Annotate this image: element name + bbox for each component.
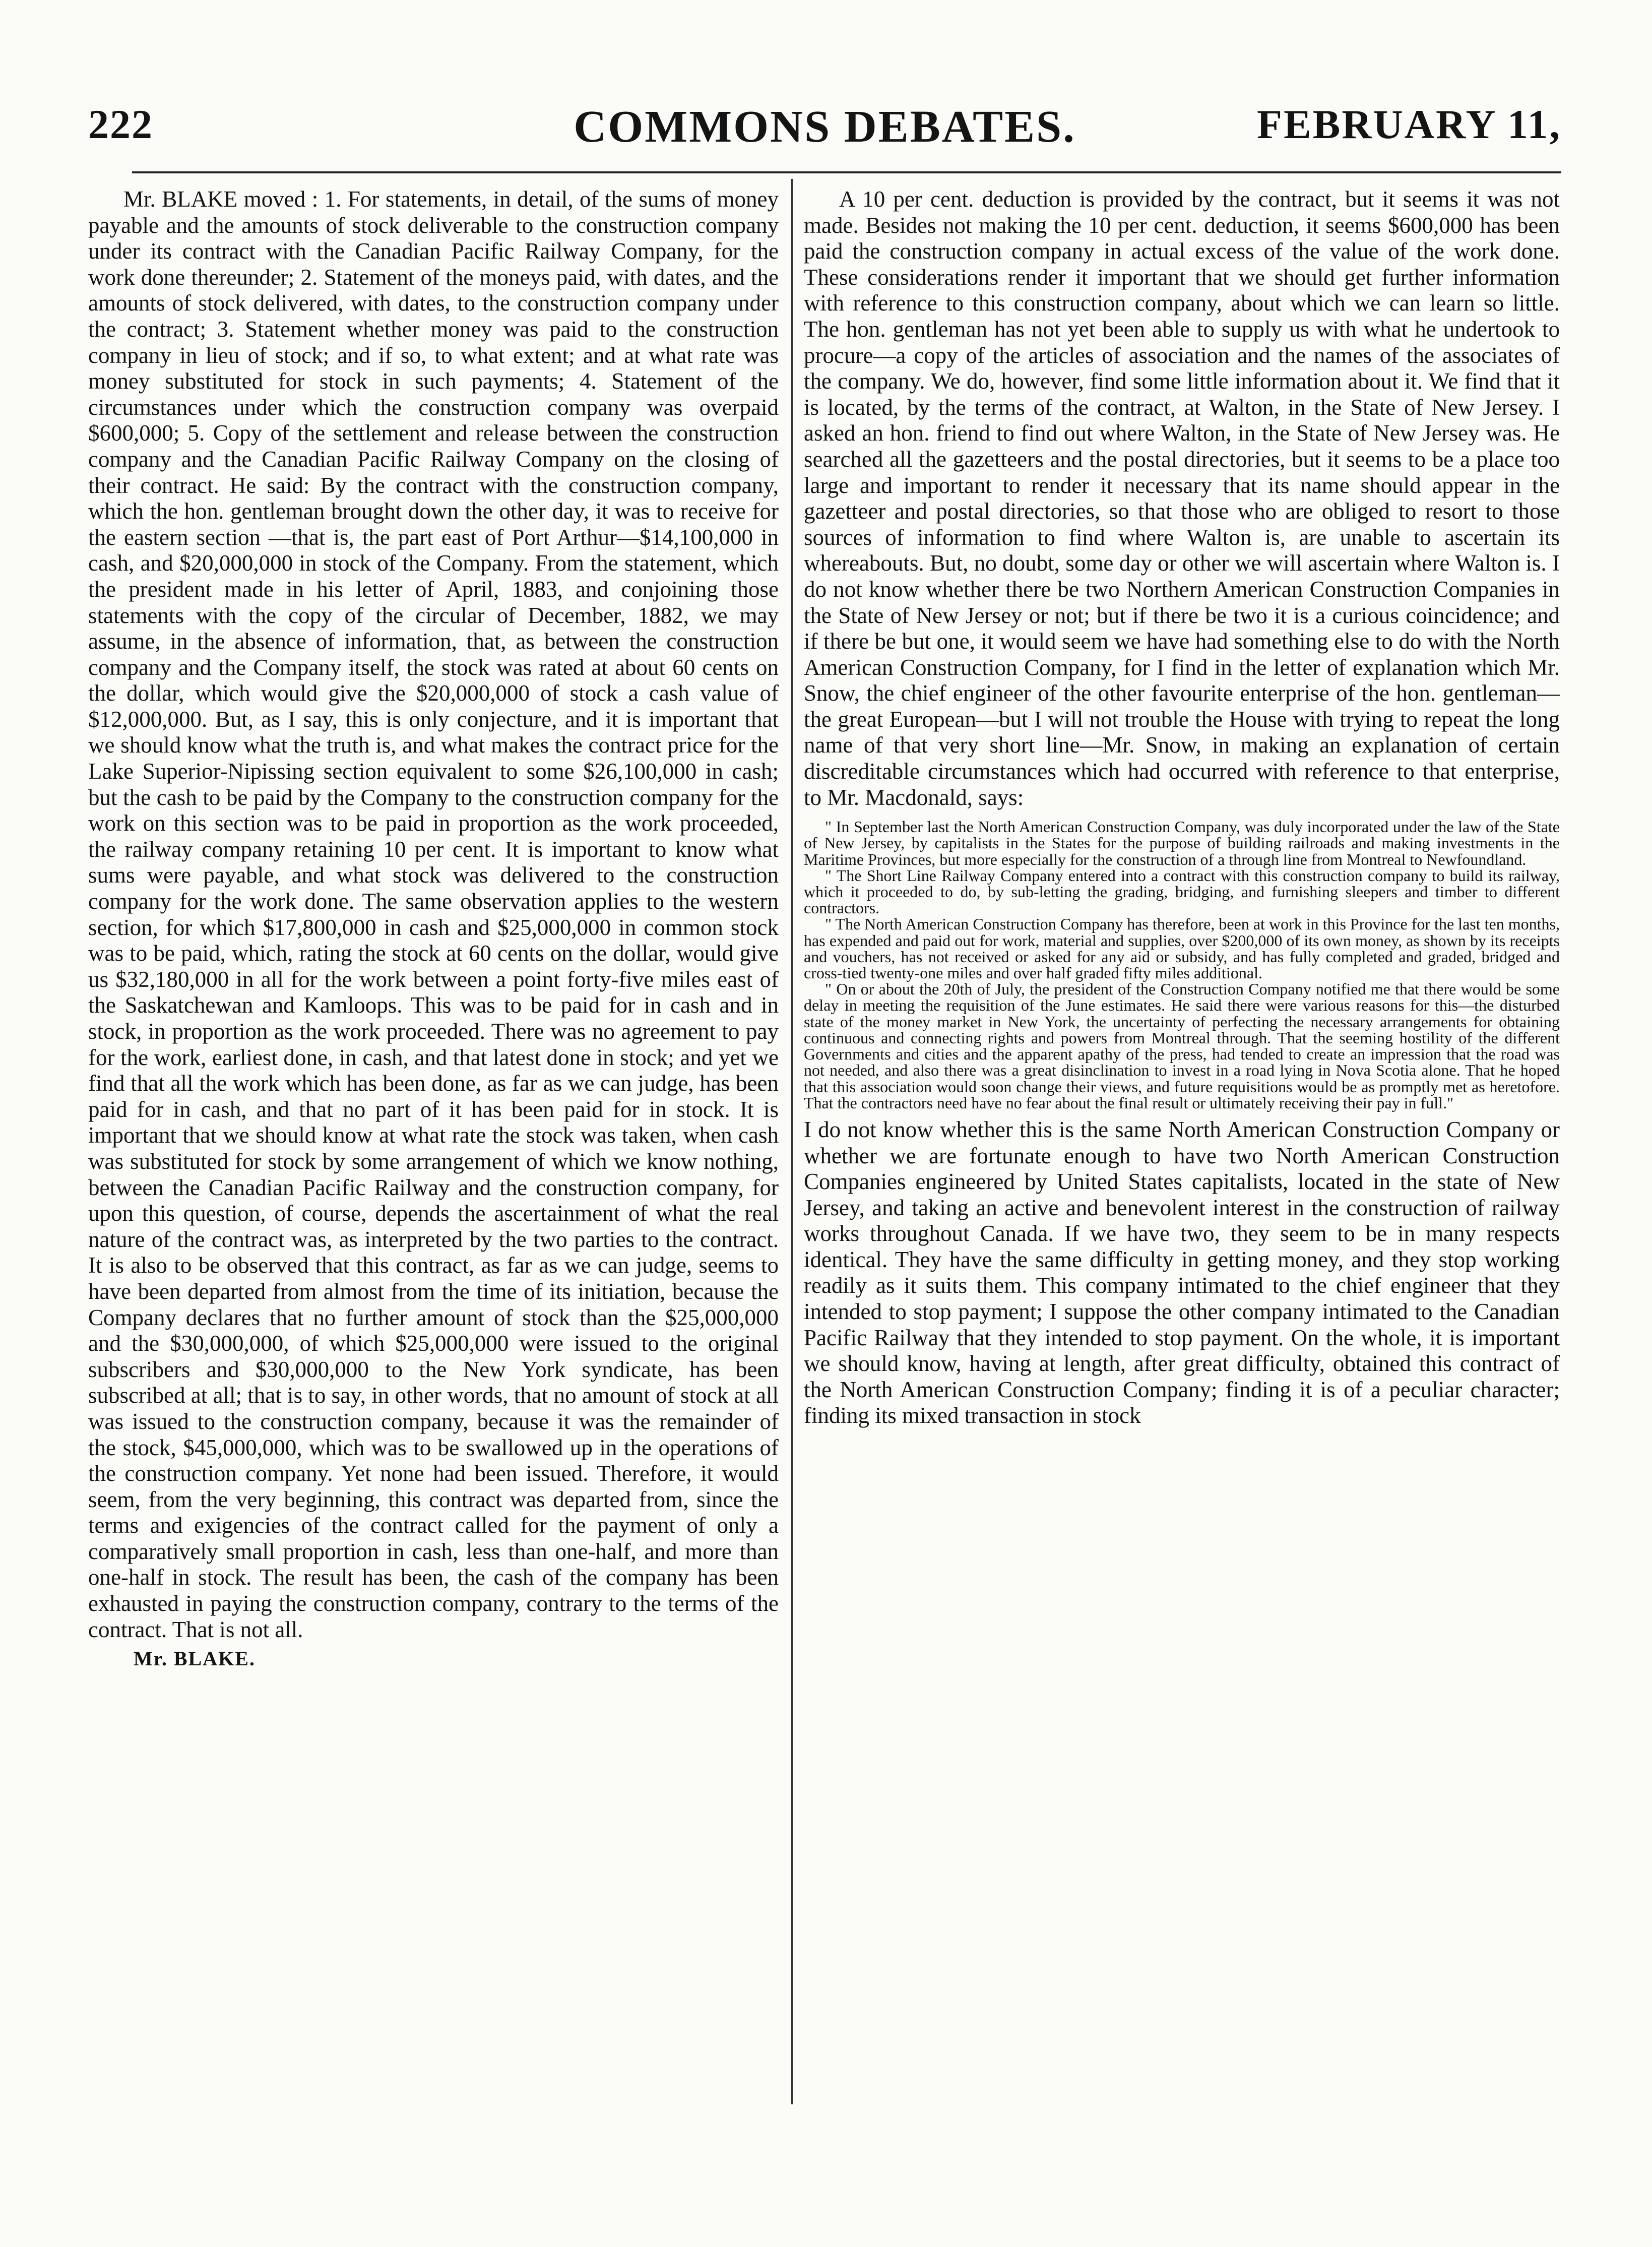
right-column [804,186,1560,1429]
right-column-continuation: I do not know whether this is the same North American Construction Company or whether we are fortunate enough to have two North American Construction Companies engineered by United States capitalists, located in the state of New Jersey, and taking an active and benevolent interest in the construction of railway works throughout Canada. If we have two, they seem to be in many respects identical. They have the same difficulty in getting money, and they stop working readily as it suits them. This company intimated to the chief engineer that they intended to stop payment; I suppose the other company intimated to the Canadian Pacific Railway that they intended to stop payment. On the whole, it is important we should know, having at length, after great difficulty, obtained this contract of the North American Construction Company; finding it is of a peculiar character; finding its mixed transaction in stock [804,1116,1560,1428]
page-header [88,101,1561,176]
header-rule [132,171,1561,173]
page-number: 222 [88,101,153,147]
left-column [88,186,779,1672]
quote-paragraph: " The North American Construction Company has therefore, been at work in this Province for the last ten months, has expended and paid out for work, material and supplies, over $200,000 of its own money, as shown by its receipts and vouchers, has not received or asked for any aid or subsidy, and has fully completed and graded, bridged and cross-tied twenty-one miles and over half graded fifty miles additional. [804,915,1560,982]
publication-title: COMMONS DEBATES. [574,102,1076,152]
header-date: FEBRUARY 11, [1256,101,1561,147]
column-divider [791,179,793,2104]
speaker-signature: Mr. BLAKE. [134,1647,256,1670]
right-column-body: A 10 per cent. deduction is provided by the contract, but it seems it was not made. Besides not making the 10 per cent. deduction, it seems $600,000 has been paid the construction company in actual excess of the value of the work done. These considerations render it important that we should get further information with reference to this construction company, about which we can learn so little. The hon. gentleman has not yet been able to supply us with what he undertook to procure—a copy of the articles of association and the names of the associates of the company. We do, however, find some little information about it. We find that it is located, by the terms of the contract, at Walton, in the State of New Jersey. I asked an hon. friend to find out where Walton, in the State of New Jersey was. He searched all the gazetteers and the postal directories, but it seems to be a place too large and important to render it necessary that its name should appear in the gazetteer and postal directories, so that those who are obliged to resort to those sources of information to find where Walton is, are unable to ascertain its whereabouts. But, no doubt, some day or other we will ascertain where Walton is. I do not know whether there be two Northern American Construction Companies in the State of New Jersey or not; but if there be two it is a curious coincidence; and if there be but one, it would seem we have had something else to do with the North American Construction Company, for I find in the letter of explanation which Mr. Snow, the chief engineer of the other favourite enterprise of the hon. gentleman—the great European—but I will not trouble the House with trying to repeat the long name of that very short line—Mr. Snow, in making an explanation of certain discreditable circumstances which had occurred with reference to that enterprise, to Mr. Macdonald, says: [804,186,1560,810]
left-column-body: Mr. BLAKE moved : 1. For statements, in detail, of the sums of money payable and the amounts of stock deliverable to the construction company under its contract with the Canadian Pacific Railway Company, for the work done thereunder; 2. Statement of the moneys paid, with dates, and the amounts of stock delivered, with dates, to the construction company under the contract; 3. Statement whether money was paid to the construction company in lieu of stock; and if so, to what extent; and at what rate was money substituted for stock in such payments; 4. Statement of the circumstances under which the construction company was overpaid $600,000; 5. Copy of the settlement and release between the construction company and the Canadian Pacific Railway Company on the closing of their contract. He said: By the contract with the construction company, which the hon. gentleman brought down the other day, it was to receive for the eastern section —that is, the part east of Port Arthur—$14,100,000 in cash, and $20,000,000 in stock of the Company. From the statement, which the president made in his letter of April, 1883, and conjoining those statements with the copy of the circular of December, 1882, we may assume, in the absence of information, that, as between the construction company and the Company itself, the stock was rated at about 60 cents on the dollar, which would give the $20,000,000 of stock a cash value of $12,000,000. But, as I say, this is only conjecture, and it is important that we should know what the truth is, and what makes the contract price for the Lake Superior-Nipissing section equivalent to some $26,100,000 in cash; but the cash to be paid by the Company to the construction company for the work on this section was to be paid in proportion as the work proceeded, the railway company retaining 10 per cent. It is important to know what sums were payable, and what stock was delivered to the construction company for the work done. The same observation applies to the western section, for which $17,800,000 in cash and $25,000,000 in common stock was to be paid, which, rating the stock at 60 cents on the dollar, would give us $32,180,000 in all for the work between a point forty-five miles east of the Saskatchewan and Kamloops. This was to be paid for in cash and in stock, in proportion as the work proceeded. There was no agreement to pay for the work, earliest done, in cash, and that latest done in stock; and yet we find that all the work which has been done, as far as we can judge, has been paid for in cash, and that no part of it has been paid for in stock. It is important that we should know at what rate the stock was taken, when cash was substituted for stock by some arrangement of which we know nothing, between the Canadian Pacific Railway and the construction company, for upon this question, of course, depends the ascertainment of what the real nature of the contract was, as interpreted by the two parties to the contract. It is also to be observed that this contract, as far as we can judge, seems to have been departed from almost from the time of its initiation, because the Company declares that no further amount of stock than the $25,000,000 and the $30,000,000, of which $25,000,000 were issued to the original subscribers and $30,000,000 to the New York syndicate, has been subscribed at all; that is to say, in other words, that no amount of stock at all was issued to the construction company, because it was the remainder of the stock, $45,000,000, which was to be swallowed up in the operations of the construction company. Yet none had been issued. Therefore, it would seem, from the very beginning, this contract was departed from, since the terms and exigencies of the contract called for the payment of only a comparatively small proportion in cash, less than one-half, and more than one-half in stock. The result has been, the cash of the company has been exhausted in paying the construction company, contrary to the terms of the contract. That is not all. [88,186,779,1642]
quote-paragraph: " In September last the North American Construction Company, was duly incorporated under the law of the State of New Jersey, by capitalists in the States for the purpose of building railroads and making investments in the Maritime Provinces, but more especially for the construction of a through line from Montreal to Newfoundland. [804,818,1560,868]
quote-paragraph: " The Short Line Railway Company entered into a contract with this construction company to build its railway, which it proceeded to do, by sub-letting the grading, bridging, and furnishing sleepers and timber to different contractors. [804,866,1560,917]
quote-paragraph: " On or about the 20th of July, the president of the Construction Company notified me that there would be some delay in meeting the requisition of the June estimates. He said there were various reasons for this—the disturbed state of the money market in New York, the uncertainty of perfecting the necessary arrangements for obtaining continuous and connecting rights and powers from Montreal through. That the seeming hostility of the different Governments and cities and the apparent apathy of the press, had tended to create an impression that the road was not needed, and also there was a great disinclination to invest in a road lying in Nova Scotia alone. That he hoped that this association would soon change their views, and future requisitions would be as promptly met as heretofore. That the contractors need have no fear about the final result or ultimately receiving their pay in full." [804,980,1560,1112]
quoted-letter [804,819,1560,1111]
